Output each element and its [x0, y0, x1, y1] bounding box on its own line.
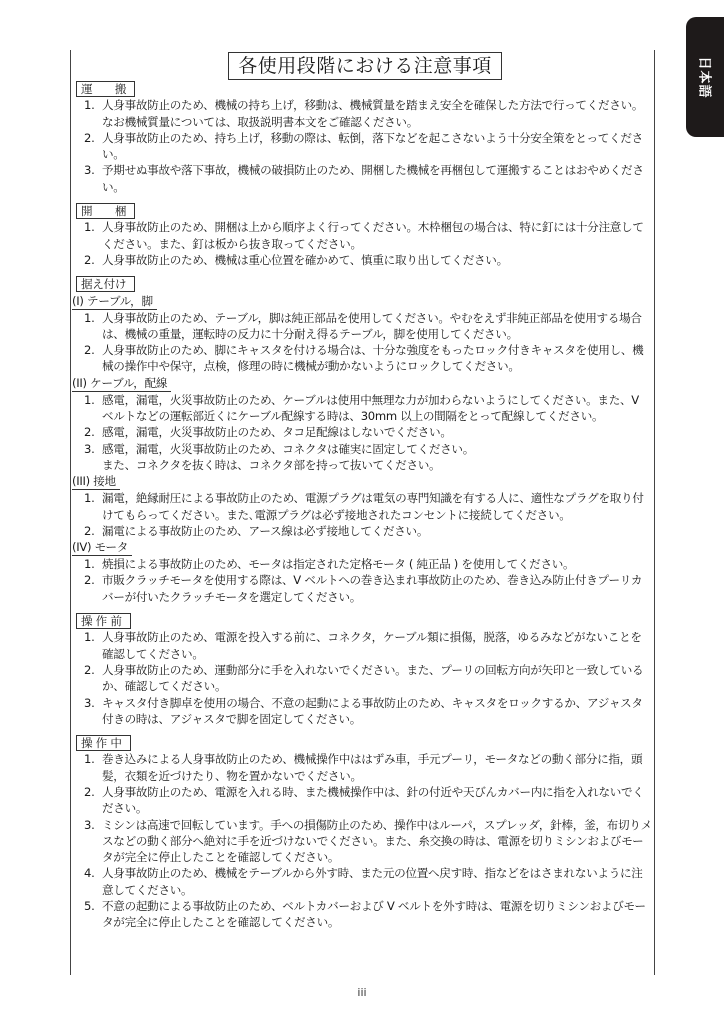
- section-label: 据え付け: [76, 276, 135, 292]
- list-item: [76, 898, 652, 931]
- section-unpacking: [76, 201, 652, 268]
- item-text: 感電，漏電，火災事故防止のため、ケーブルは使用中無理な力が加わらないようにしてください。また、V ベルトなどの運転部近くにケーブル配線する時は、30mm 以上の間隔をとって配線してください。: [102, 392, 639, 424]
- item-list: [76, 629, 652, 727]
- item-list: [76, 310, 652, 375]
- item-number: 1.: [84, 392, 95, 407]
- item-text: 漏電，絶縁耐圧による事故防止のため、電源プラグは電気の専門知識を有する人に、適性なプラグを取り付けてもらってください。また､電源プラグは必ず接地されたコンセントに接続してください。: [102, 491, 644, 522]
- item-text: 人身事故防止のため、テーブル，脚は純正部品を使用してください。やむをえず非純正部品を使用する場合は、機械の重量，運転時の反力に十分耐え得るテーブル，脚を使用してください。: [102, 310, 642, 341]
- subsection-heading: (III) 接地: [72, 474, 120, 490]
- item-number: 2.: [84, 523, 95, 538]
- list-item: [76, 695, 652, 728]
- item-number: 2.: [84, 343, 95, 358]
- item-text: 感電，漏電，火災事故防止のため、コネクタは確実に固定してください。: [102, 441, 475, 456]
- list-item: [76, 629, 652, 662]
- subsection-cable-wiring: [72, 375, 652, 473]
- subsection-motor: [72, 539, 652, 605]
- item-number: 1.: [84, 752, 95, 767]
- list-item: [76, 572, 652, 605]
- language-tab-label: 日本語: [696, 55, 712, 99]
- list-item: [76, 424, 652, 440]
- item-text: 人身事故防止のため、機械は重心位置を確かめて、慎重に取り出してください。: [102, 252, 508, 267]
- section-label: 操 作 中: [76, 735, 131, 751]
- item-number: 1.: [84, 98, 95, 113]
- section-installation: [72, 274, 652, 605]
- item-list: [76, 97, 652, 195]
- item-list: [76, 751, 652, 930]
- section-label: 操 作 前: [76, 613, 131, 629]
- item-text: 人身事故防止のため、機械の持ち上げ，移動は、機械質量を踏まえ安全を確保した方法で行ってください。なお機械質量については、取扱説明書本文をご確認ください。: [102, 98, 644, 129]
- list-item: [76, 342, 652, 375]
- section-before-operation: [76, 611, 652, 727]
- language-tab[interactable]: [686, 17, 724, 137]
- list-item: [76, 865, 652, 898]
- item-text: ミシンは高速で回転しています。手への損傷防止のため、操作中はルーパ，スプレッダ，針棒，釜，布切りメスなどの動く部分へ絶対に手を近づけないでください。また、糸交換の時は、電源を切りミシンおよびモータが完全に停止したことを確認してください。: [102, 817, 652, 865]
- list-item: [76, 523, 652, 539]
- section-label: 開 梱: [76, 203, 135, 219]
- list-item: [76, 162, 652, 195]
- item-number: 2.: [84, 784, 95, 799]
- list-item: [76, 556, 652, 572]
- item-number: 2.: [84, 662, 95, 677]
- section-transport: [76, 79, 652, 195]
- item-number: 3.: [84, 163, 95, 178]
- item-number: 1.: [84, 557, 95, 572]
- item-number: 3.: [84, 695, 95, 710]
- item-text: 人身事故防止のため、電源を入れる時、また機械操作中は、針の付近や天びんカバー内に指を入れないでください。: [102, 784, 644, 816]
- item-text: 予期せぬ事故や落下事故，機械の破損防止のため、開梱した機械を再梱包して運搬することはおやめください。: [102, 163, 644, 194]
- page-number: iii: [357, 986, 367, 999]
- item-number: 1.: [84, 630, 95, 645]
- item-text: 人身事故防止のため、開梱は上から順序よく行ってください。木枠梱包の場合は、特に釘には十分注意してください。また、釘は板から抜き取ってください。: [102, 220, 644, 251]
- item-text: 市販クラッチモータを使用する際は、V ベルトへの巻き込まれ事故防止のため、巻き込み防止付きプーリカバーが付いたクラッチモータを選定してください。: [102, 573, 643, 604]
- item-number: 2.: [84, 130, 95, 145]
- item-text: 人身事故防止のため、運動部分に手を入れないでください。また、プーリの回転方向が矢印と一致しているか、確認してください。: [102, 662, 644, 694]
- subsection-table-legs: [72, 293, 652, 375]
- item-text: 人身事故防止のため、持ち上げ，移動の際は、転倒，落下などを起こさないよう十分安全策をとってください。: [102, 130, 643, 162]
- subsection-grounding: [72, 473, 652, 539]
- list-item: [76, 490, 652, 523]
- item-number: 2.: [84, 425, 95, 440]
- list-item: [76, 252, 652, 268]
- item-text: 人身事故防止のため、電源を投入する前に、コネクタ，ケーブル類に損傷，脱落，ゆるみなどがないことを確認してください。: [102, 630, 642, 661]
- item-text: 漏電による事故防止のため、アース線は必ず接地してください。: [102, 523, 429, 538]
- item-text: 人身事故防止のため、脚にキャスタを付ける場合は、十分な強度をもったロック付きキャスタを使用し、機械の操作中や保守，点検，修理の時に機械が動かないようにロックしてください。: [102, 343, 644, 374]
- document-body: [72, 79, 652, 937]
- list-item: [76, 784, 652, 817]
- list-item: [76, 219, 652, 252]
- item-number: 1.: [84, 491, 95, 506]
- item-number: 2.: [84, 573, 95, 588]
- subsection-heading: (II) ケーブル，配線: [72, 376, 171, 392]
- subsection-heading: (IV) モータ: [72, 540, 132, 556]
- list-item: [76, 817, 652, 866]
- item-number: 3.: [84, 817, 95, 832]
- section-label: 運 搬: [76, 81, 135, 97]
- item-text: 人身事故防止のため、機械をテーブルから外す時、また元の位置へ戻す時、指などをはさまれないように注意してください。: [102, 866, 643, 897]
- list-item: [76, 751, 652, 784]
- item-number: 5.: [84, 899, 95, 914]
- item-number: 4.: [84, 866, 95, 881]
- item-list: [76, 556, 652, 605]
- section-during-operation: [76, 733, 652, 931]
- list-item: [76, 392, 652, 425]
- list-item: [76, 310, 652, 343]
- item-number: 1.: [84, 310, 95, 325]
- item-list: [76, 490, 652, 539]
- list-item: [76, 441, 652, 474]
- list-item: [76, 97, 652, 130]
- list-item: [76, 130, 652, 163]
- page-title: 各使用段階における注意事項: [228, 52, 502, 80]
- item-text: 不意の起動による事故防止のため、ベルトカバーおよび V ベルトを外す時は、電源を切りミシンおよびモータが完全に停止したことを確認してください。: [102, 899, 646, 930]
- item-text-continued: また、コネクタを抜く時は、コネクタ部を持って抜いてください。: [102, 457, 441, 472]
- item-number: 2.: [84, 252, 95, 267]
- item-text: 感電，漏電，火災事故防止のため、タコ足配線はしないでください。: [102, 425, 452, 440]
- subsection-heading: (I) テーブル，脚: [72, 294, 157, 310]
- item-number: 3.: [84, 441, 95, 456]
- item-text: 焼損による事故防止のため、モータは指定された定格モータ ( 純正品 ) を使用してください。: [102, 557, 575, 572]
- item-number: 1.: [84, 220, 95, 235]
- item-list: [76, 219, 652, 268]
- item-list: [76, 392, 652, 473]
- list-item: [76, 662, 652, 695]
- item-text: 巻き込みによる人身事故防止のため、機械操作中ははずみ車，手元プーリ，モータなどの動く部分に指，頭髪，衣類を近づけたり、物を置かないでください。: [102, 752, 643, 783]
- item-text: キャスタ付き脚卓を使用の場合、不意の起動による事故防止のため、キャスタをロックするか、アジャスタ付きの時は、アジャスタで脚を固定してください。: [102, 695, 643, 726]
